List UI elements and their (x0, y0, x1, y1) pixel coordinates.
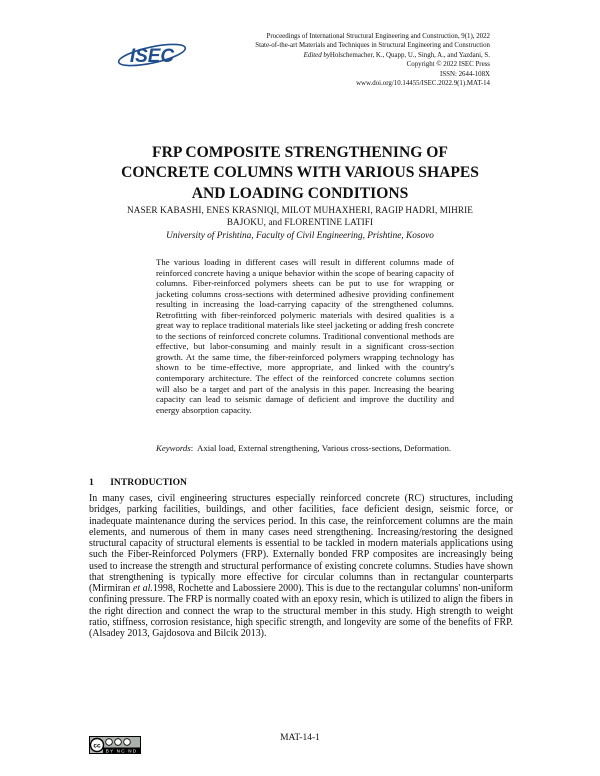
body-text-part: 1998, Rochette and Labossiere 2000). This is due to the rectangular columns' non-uniform confining pressure. The FRP is normally coated with an epoxy resin, which is utilized to align the fibers in the right direction and connect the wrap to the structural member in this study. High strength to weight ratio, stiffness, corrosion resistance, high specific strength, and longevity are some of the benefits of FRP. (Alsadey 2013, Gajdosova and Bilcik 2013). (89, 583, 513, 639)
abstract: The various loading in different cases will result in different columns made of reinforced concrete having a unique behavior within the scope of bearing capacity of columns. Fiber-reinforced polymers sheets can be put to use for wrapping or jacketing columns cross-sections with determined adhesive providing confinement resulting in increasing the load-carrying capacity of the strengthened columns. Retrofitting with fiber-reinforced polymeric materials with desired qualities is a great way to replace traditional materials like steel jacketing or adding fresh concrete to the sections of reinforced concrete columns. Traditional conventional methods are effective, but labor-consuming and mainly result in a significant cross-section growth. At the same time, the fiber-reinforced polymers wrapping technology has shown to be time-effective, more appropriate, and linked with the country's contemporary architecture. The effect of the reinforced concrete columns section will also be a target and part of the analysis in this paper. Increasing the bearing capacity can lead to seismic damage of deficient and improve the ductility and energy absorption capacity. (156, 257, 454, 415)
keywords: Keywords: Axial load, External strengthening, Various cross-sections, Deformation. (156, 443, 452, 453)
keywords-list: Axial load, External strengthening, Various cross-sections, Deformation. (197, 443, 452, 453)
body-text-part: In many cases, civil engineering structures especially reinforced concrete (RC) structures, including bridges, parking facilities, buildings, and other facilities, face deficient design, seismic force, or inadequate maintenance during the services period. In this case, the reinforcement columns are the main elements, and numerous of them in many cases need strengthening. Increasing/restoring the designed structural capacity of structural elements is essential to be tackled in modern materials applications using such the Fiber-Reinforced Polymers (FRP). Externally bonded FRP composites are increasingly being used to increase the strength and structural performance of existing concrete columns. Studies have shown that strengthening is typically more effective for circular columns than in rectangular counterparts (Mirmiran (89, 493, 513, 594)
proceedings-header (160, 32, 490, 88)
section-number: 1 (89, 477, 94, 488)
author-list (100, 204, 500, 228)
section-title: INTRODUCTION (110, 477, 187, 488)
svg-text:cc: cc (93, 742, 101, 750)
author-line: NASER KABASHI, ENES KRASNIQI, MILOT MUHAXHERI, RAGIP HADRI, MIHRIE (126, 205, 474, 215)
keywords-label: Keywords (156, 443, 191, 453)
introduction-paragraph (89, 493, 513, 639)
issn-line: ISSN: 2644-108X (440, 70, 490, 78)
section-heading (89, 477, 187, 488)
cc-license-text: BY NC ND (105, 748, 138, 754)
author-line: BAJOKU, and FLORENTINE LATIFI (226, 217, 374, 228)
affiliation: University of Prishtina, Faculty of Civil Engineering, Prishtine, Kosovo (166, 231, 434, 241)
proceedings-line: Proceedings of International Structural Engineering and Construction, 9(1), 2022 (266, 33, 490, 40)
title-line: FRP COMPOSITE STRENGTHENING OF (152, 144, 448, 161)
volume-title-line: State-of-the-art Materials and Techniques in Structural Engineering and Construction (255, 42, 490, 50)
editors-prefix: Edited by (303, 51, 330, 59)
page-number: MAT-14-1 (280, 733, 320, 743)
title-line: AND LOADING CONDITIONS (191, 184, 409, 202)
body-text-italic: et al. (132, 583, 153, 594)
editors-names: Holschemacher, K., Quapp, U., Singh, A., and Yazdani, S. (329, 51, 490, 59)
title-line: CONCRETE COLUMNS WITH VARIOUS SHAPES (121, 164, 479, 182)
paper-title (90, 143, 510, 204)
isec-logo-text: ISEC (129, 46, 175, 67)
copyright-line: Copyright © 2022 ISEC Press (406, 61, 490, 69)
doi-line[interactable]: www.doi.org/10.14455/ISEC.2022.9(1).MAT-14 (356, 80, 490, 88)
editors-line (160, 51, 490, 60)
